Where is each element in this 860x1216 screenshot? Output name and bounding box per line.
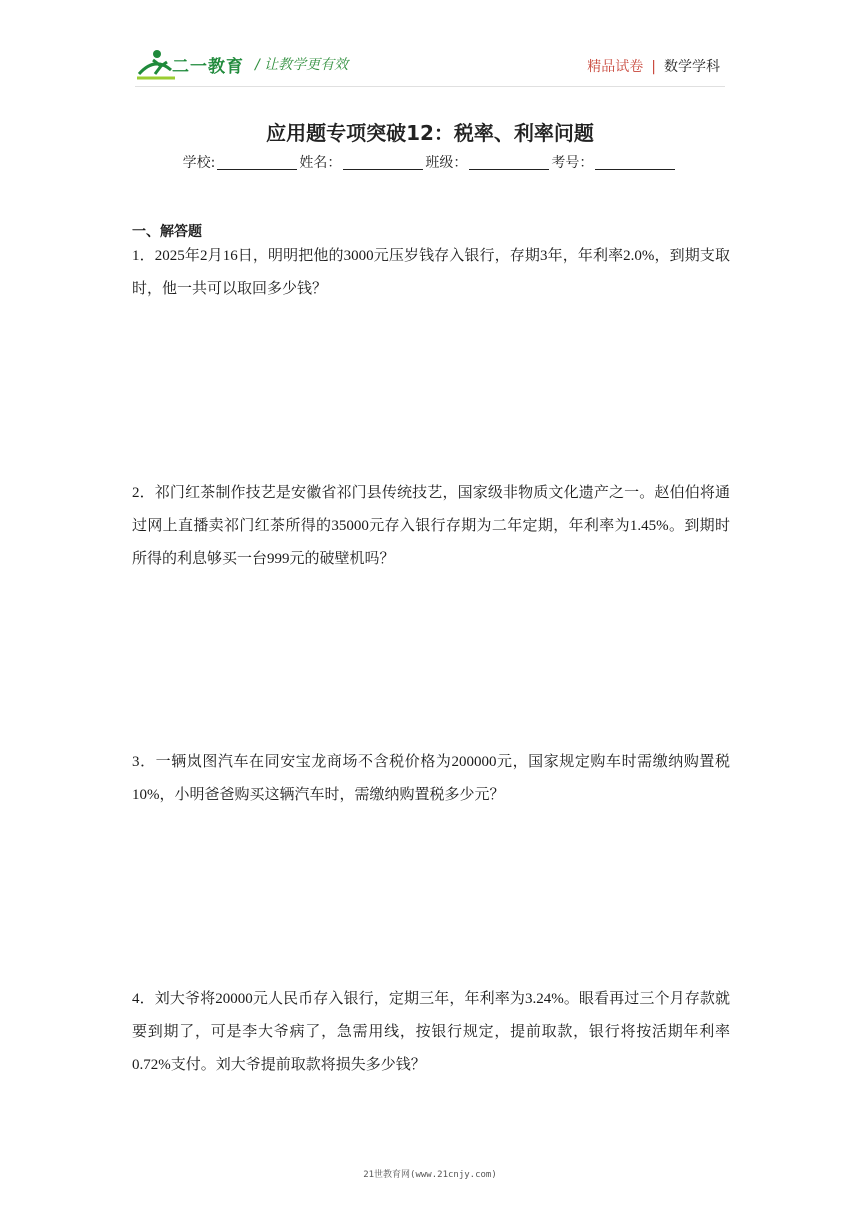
info-line	[0, 152, 860, 172]
exam-no-label: 考号：	[551, 155, 594, 171]
class-blank[interactable]	[469, 155, 549, 170]
question-1: 1．2025年2月16日，明明把他的3000元压岁钱存入银行，存期3年，年利率2.0%，到期支取时，他一共可以取回多少钱？	[132, 248, 730, 297]
question-4: 4．刘大爷将20000元人民币存入银行，定期三年，年利率为3.24%。眼看再过三个月存款就要到期了，可是李大爷病了，急需用线，按银行规定，提前取款，银行将按活期年利率0.72%支付。刘大爷提前取款将损失多少钱？	[132, 991, 730, 1073]
header-labels	[587, 56, 720, 76]
school-label: 学校:	[182, 155, 216, 171]
page-title: 应用题专项突破12：税率、利率问题	[266, 121, 594, 145]
class-label: 班级：	[425, 155, 468, 171]
name-blank[interactable]	[343, 155, 423, 170]
page-header	[0, 0, 860, 100]
question-3: 3．一辆岚图汽车在同安宝龙商场不含税价格为200000元，国家规定购车时需缴纳购置税10%，小明爸爸购买这辆汽车时，需缴纳购置税多少元？	[132, 754, 730, 803]
exam-no-blank[interactable]	[595, 155, 675, 170]
brand-name: 二一教育	[172, 57, 244, 77]
section-heading: 一、解答题	[132, 224, 202, 240]
name-label: 姓名：	[299, 155, 342, 171]
page-footer: 21世教育网(www.21cnjy.com)	[363, 1170, 497, 1180]
subject-label: 数学学科	[664, 59, 720, 75]
school-blank[interactable]	[217, 155, 297, 170]
question-2: 2．祁门红茶制作技艺是安徽省祁门县传统技艺，国家级非物质文化遗产之一。赵伯伯将通过网上直播卖祁门红茶所得的35000元存入银行存期为二年定期，年利率为1.45%。到期时所得的利息够买一台999元的破壁机吗？	[132, 485, 730, 567]
header-divider	[135, 86, 725, 87]
header-separator: |	[651, 59, 656, 75]
slogan: / 让教学更有效	[255, 57, 349, 73]
premium-label: 精品试卷	[587, 59, 644, 75]
